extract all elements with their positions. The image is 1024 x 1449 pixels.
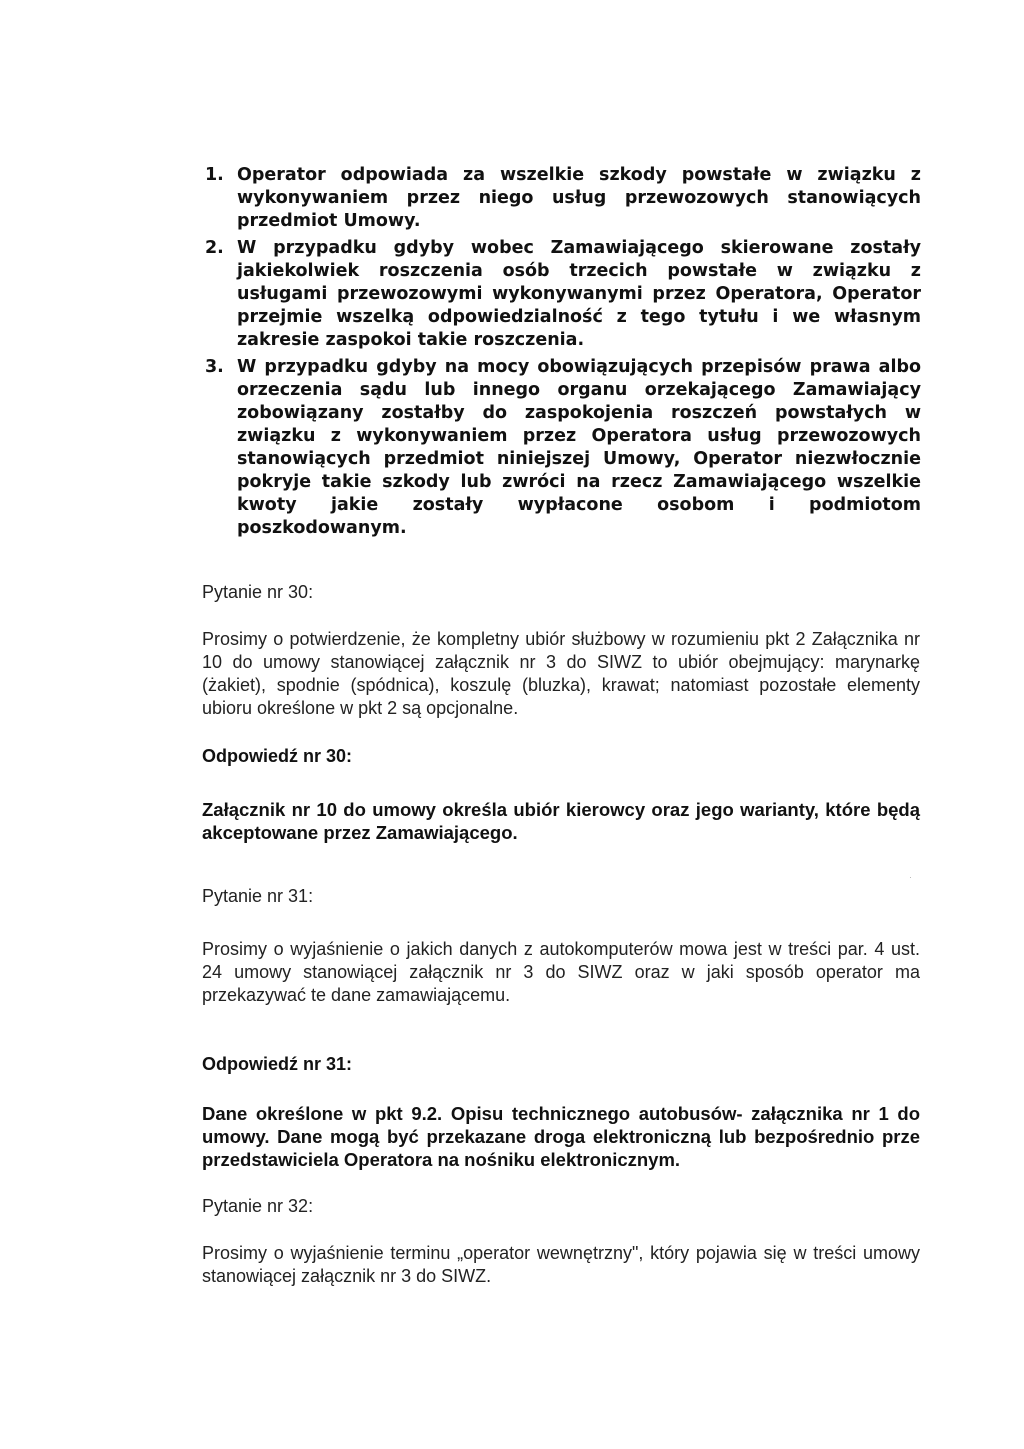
question-30-label: Pytanie nr 30: [202, 582, 314, 602]
answer-31-label: Odpowiedź nr 31: [202, 1054, 353, 1074]
list-item [205, 356, 921, 540]
answer-31-text: Dane określone w pkt 9.2. Opisu technicznego autobusów- załącznika nr 1 do umowy. Dane mogą być przekazane droga elektroniczną lub bezpośrednio prze przedstawiciela Operatora na nośniku elektronicznym. [202, 1103, 920, 1170]
question-32-text: Prosimy o wyjaśnienie terminu „operator wewnętrzny", który pojawia się w treści umowy stanowiącej załącznik nr 3 do SIWZ. [202, 1243, 920, 1286]
question-31-label: Pytanie nr 31: [202, 886, 314, 906]
question-31-text: Prosimy o wyjaśnienie o jakich danych z autokomputerów mowa jest w treści par. 4 ust. 24 umowy stanowiącej załącznik nr 3 do SIWZ oraz w jaki sposób operator ma przekazywać te dane zamawiającemu. [202, 939, 920, 1005]
answer-30-label: Odpowiedź nr 30: [202, 746, 353, 766]
question-30-text: Prosimy o potwierdzenie, że kompletny ubiór służbowy w rozumieniu pkt 2 Załącznika nr 10 do umowy stanowiącej załącznik nr 3 do SIWZ to ubiór obejmujący: marynarkę (żakiet), spodnie (spódnica), koszulę (bluzka), krawat; natomiast pozostałe elementy ubioru określone w pkt 2 są opcjonalne. [202, 629, 920, 718]
list-item [205, 237, 921, 352]
list-item-text: W przypadku gdyby na mocy obowiązujących przepisów prawa albo orzeczenia sądu lub innego organu orzekającego Zamawiający zobowiązany zostałby do zaspokojenia roszczeń powstałych w związku z wykonywaniem przez Operatora usług przewozowych stanowiących przedmiot niniejszej Umowy, Operator niezwłocznie pokryje takie szkody lub zwróci na rzecz Zamawiającego wszelkie kwoty jakie zostały wypłacone osobom i podmiotom poszkodowanym. [237, 357, 921, 538]
list-item-text: W przypadku gdyby wobec Zamawiającego skierowane zostały jakiekolwiek roszczenia osób trzecich powstałe w związku z usługami przewozowymi wykonywanymi przez Operatora, Operator przejmie wszelką odpowiedzialność z tego tytułu i we własnym zakresie zaspokoi takie roszczenia. [237, 238, 921, 350]
scan-speck [910, 877, 911, 878]
answer-30-text: Załącznik nr 10 do umowy określa ubiór kierowcy oraz jego warianty, które będą akceptowane przez Zamawiającego. [202, 799, 920, 843]
list-item-number: 1. [205, 165, 224, 185]
list-item-number: 2. [205, 238, 224, 258]
list-item-text: Operator odpowiada za wszelkie szkody powstałe w związku z wykonywaniem przez niego usług przewozowych stanowiących przedmiot Umowy. [237, 165, 921, 231]
numbered-list [205, 164, 921, 544]
list-item [205, 164, 921, 233]
question-32-label: Pytanie nr 32: [202, 1196, 314, 1216]
list-item-number: 3. [205, 357, 224, 377]
